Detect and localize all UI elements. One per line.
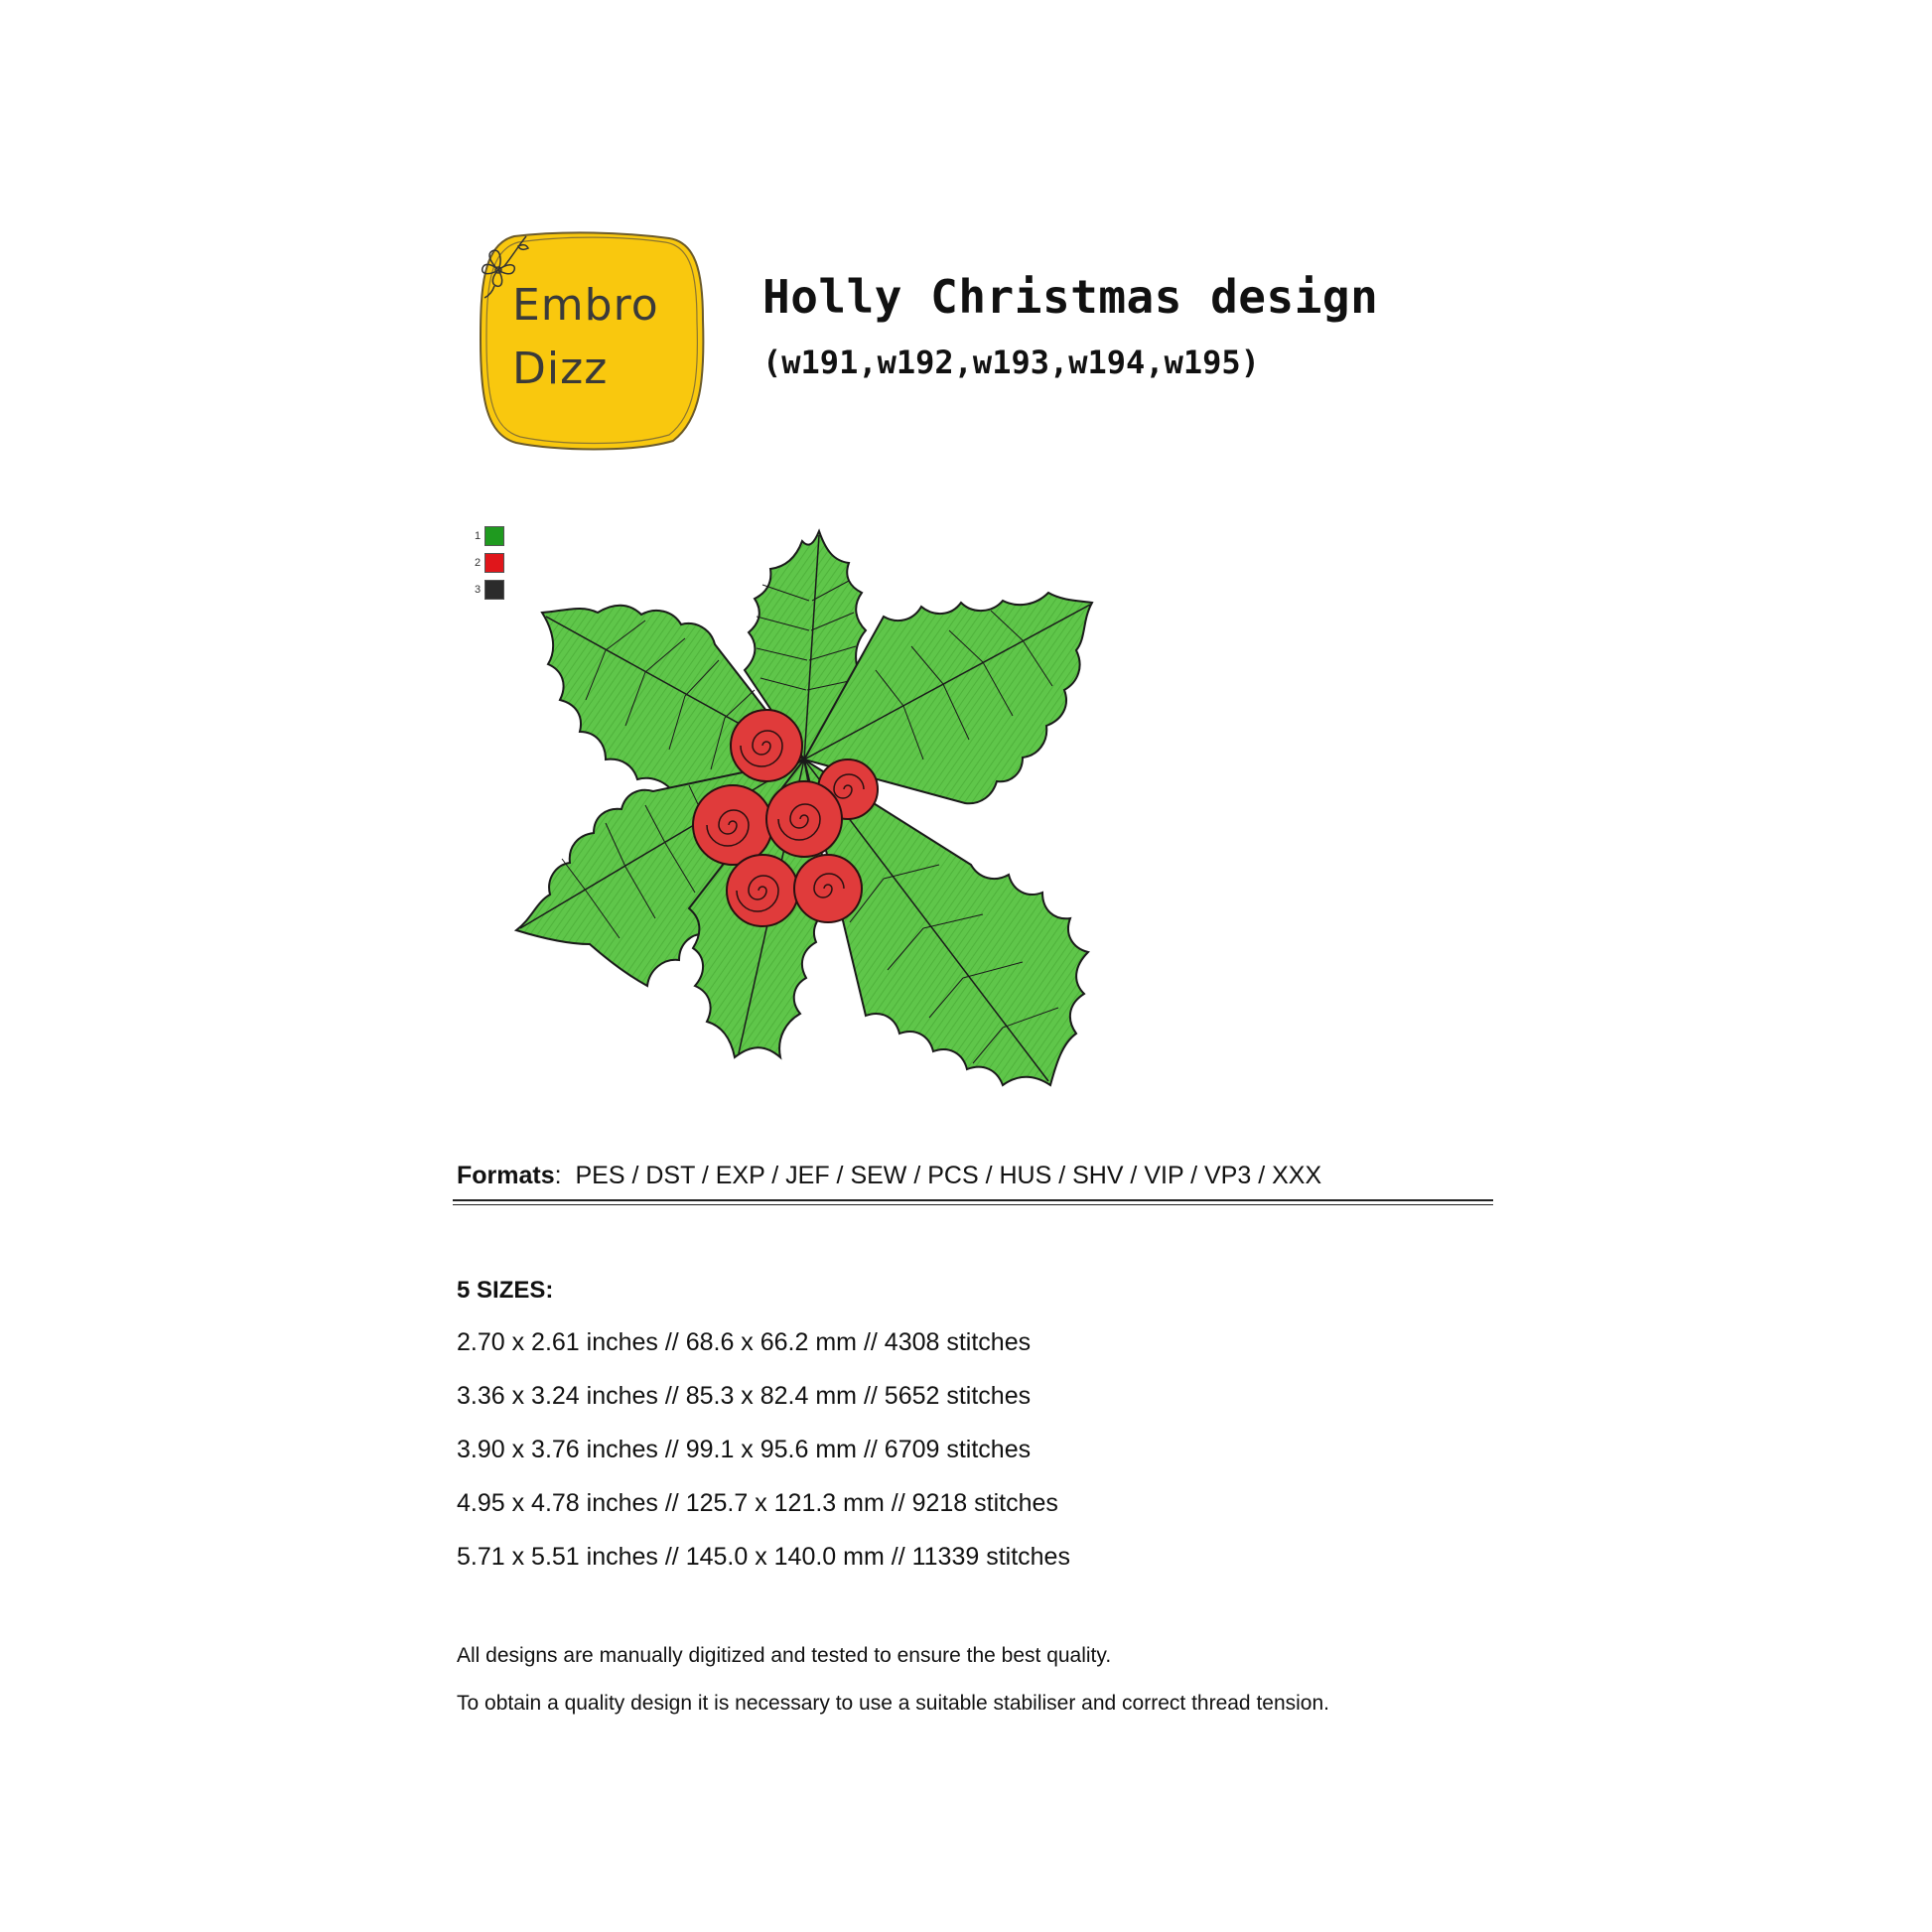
design-codes: (w191,w192,w193,w194,w195) [762, 344, 1260, 381]
size-row: 2.70 x 2.61 inches // 68.6 x 66.2 mm // 4308 stitches [457, 1328, 1032, 1356]
berry [693, 785, 772, 865]
brand-logo [475, 230, 709, 453]
flower-icon [475, 230, 534, 300]
divider [453, 1199, 1493, 1201]
legend-number: 2 [475, 557, 482, 569]
formats-label: Formats [457, 1162, 555, 1189]
sizes-heading: 5 SIZES: [457, 1277, 554, 1304]
quality-note: All designs are manually digitized and tested to ensure the best quality. [457, 1644, 1112, 1667]
divider [453, 1204, 1493, 1205]
formats-line [457, 1162, 1321, 1190]
page-title: Holly Christmas design [762, 270, 1379, 324]
berry [731, 710, 802, 781]
logo-text-line2: Dizz [512, 344, 609, 394]
size-row: 5.71 x 5.51 inches // 145.0 x 140.0 mm // 11339 stitches [457, 1543, 1070, 1571]
formats-list: PES / DST / EXP / JEF / SEW / PCS / HUS / SHV / VIP / VP3 / XXX [575, 1162, 1322, 1189]
size-row: 4.95 x 4.78 inches // 125.7 x 121.3 mm // 9218 stitches [457, 1489, 1058, 1517]
berry [794, 855, 862, 922]
legend-swatch-black [484, 580, 504, 600]
holly-leaves-berries-icon [506, 521, 1102, 1097]
stabiliser-note: To obtain a quality design it is necessary to use a suitable stabiliser and correct thread tension. [457, 1692, 1329, 1715]
legend-number: 1 [475, 530, 482, 542]
formats-separator: : [554, 1162, 562, 1189]
legend-swatch-green [484, 526, 504, 546]
legend-swatch-red [484, 553, 504, 573]
berry [727, 855, 798, 926]
size-row: 3.36 x 3.24 inches // 85.3 x 82.4 mm // 5652 stitches [457, 1382, 1032, 1410]
legend-number: 3 [475, 584, 482, 596]
size-row: 3.90 x 3.76 inches // 99.1 x 95.6 mm // 6709 stitches [457, 1436, 1032, 1463]
logo-text-line1: Embro [512, 280, 659, 331]
